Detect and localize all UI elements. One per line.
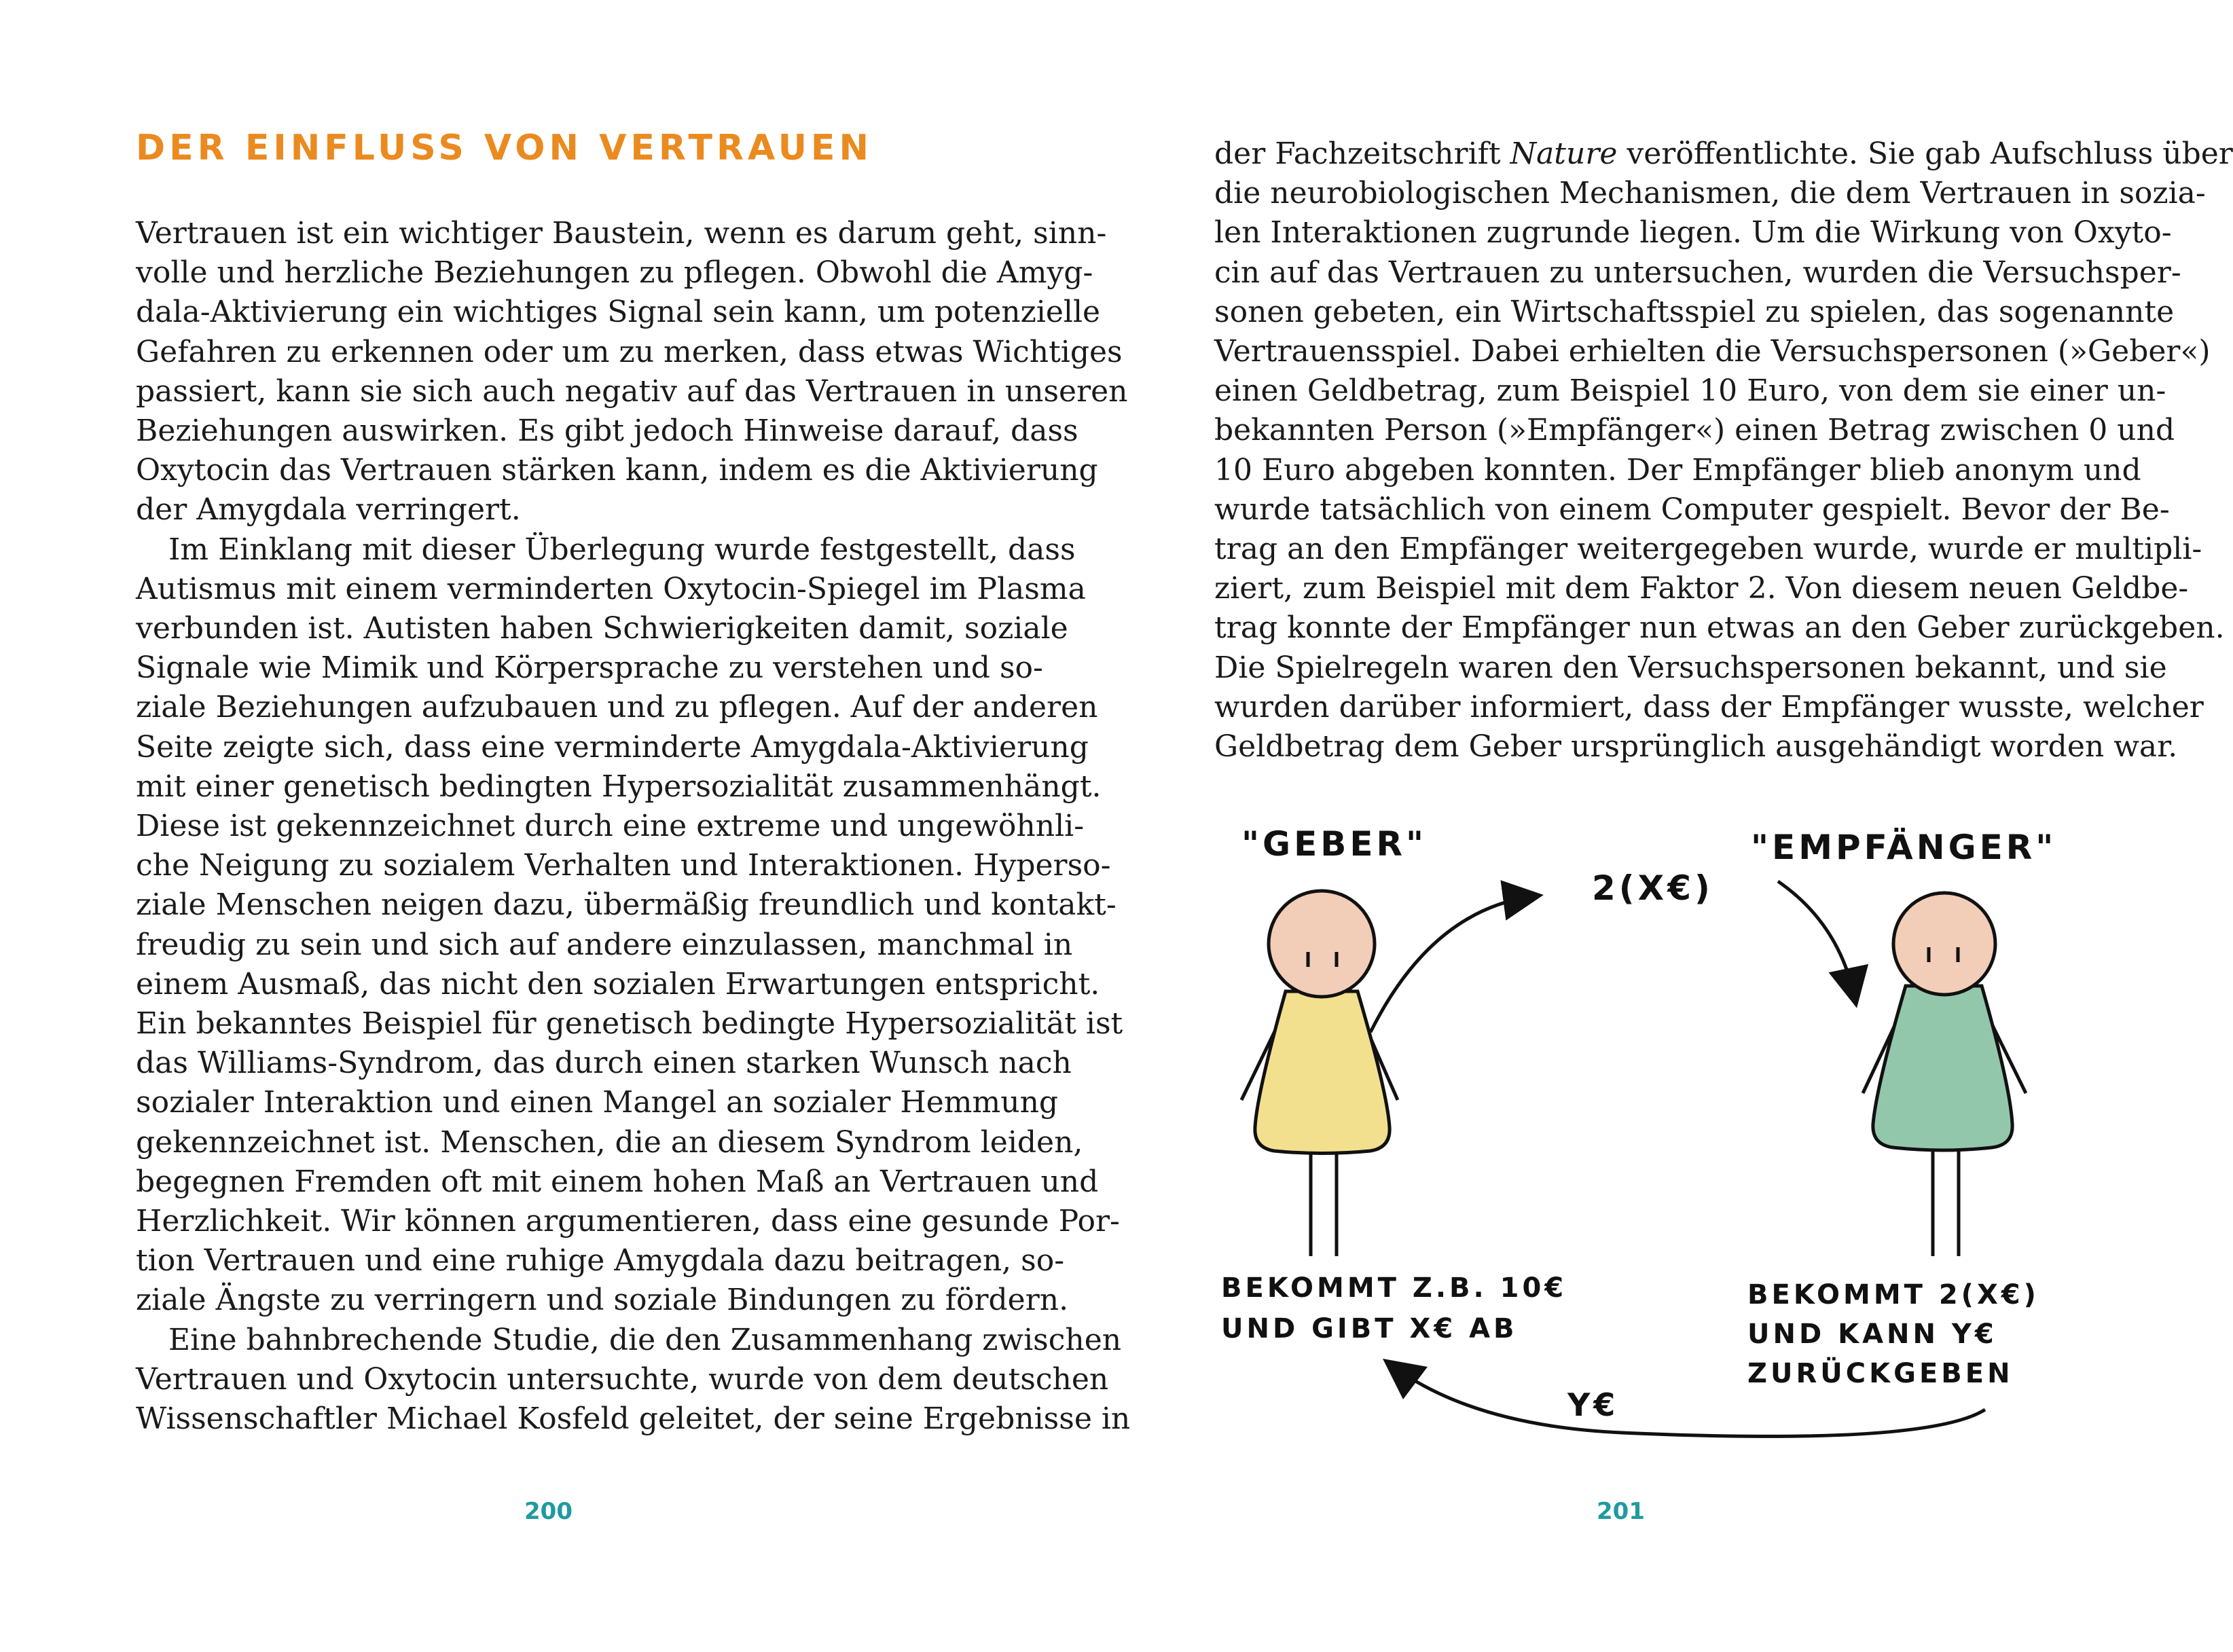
text-line: dala-Aktivierung ein wichtiges Signal sein kann, um potenzielle xyxy=(136,295,1101,330)
text-line: einem Ausmaß, das nicht den sozialen Erwartungen entspricht. xyxy=(136,966,1100,1002)
empfaenger-dress xyxy=(1873,986,2012,1150)
geber-head xyxy=(1269,891,1375,997)
top-arrow-label: 2(X€) xyxy=(1592,868,1713,908)
text-line: cin auf das Vertrauen zu untersuchen, wurden die Versuchsper- xyxy=(1214,255,2181,290)
right-page xyxy=(1083,0,2233,1652)
text-line: Wissenschaftler Michael Kosfeld geleitet, der seine Ergebnisse in xyxy=(136,1401,1131,1437)
text-line: sozialer Interaktion und einen Mangel an sozialer Hemmung xyxy=(136,1085,1059,1120)
trust-game-illustration xyxy=(1214,808,2070,1446)
text-line: Diese ist gekennzeichnet durch eine extreme und ungewöhnli- xyxy=(136,809,1085,844)
text-fragment: der Fachzeitschrift xyxy=(1214,136,1510,171)
empfaenger-caption-line: UND KANN Y€ xyxy=(1747,1319,1997,1350)
text-line xyxy=(1214,134,2233,174)
text-line: gekennzeichnet ist. Menschen, die an diesem Syndrom leiden, xyxy=(136,1124,1083,1160)
text-line: Vertrauensspiel. Dabei erhielten die Versuchspersonen (»Geber«) xyxy=(1214,334,2211,369)
text-line: wurde tatsächlich von einem Computer gespielt. Bevor der Be- xyxy=(1214,492,2170,527)
journal-title: Nature xyxy=(1510,136,1618,171)
geber-caption-line: BEKOMMT Z.B. 10€ xyxy=(1221,1272,1567,1304)
text-line: ziale Menschen neigen dazu, übermäßig freundlich und kontakt- xyxy=(136,887,1116,923)
empfaenger-head xyxy=(1893,893,1995,995)
text-line: Im Einklang mit dieser Überlegung wurde festgestellt, dass xyxy=(168,532,1076,567)
text-line: bekannten Person (»Empfänger«) einen Betrag zwischen 0 und xyxy=(1214,413,2175,448)
text-line: Eine bahnbrechende Studie, die den Zusammenhang zwischen xyxy=(168,1322,1122,1357)
text-line: sonen gebeten, ein Wirtschaftsspiel zu spielen, das sogenannte xyxy=(1214,294,2175,329)
text-line: das Williams-Syndrom, das durch einen starken Wunsch nach xyxy=(136,1046,1072,1081)
text-line: passiert, kann sie sich auch negativ auf das Vertrauen in unseren xyxy=(136,373,1128,409)
text-line: einen Geldbetrag, zum Beispiel 10 Euro, von dem sie einer un- xyxy=(1214,373,2166,409)
text-line: len Interaktionen zugrunde liegen. Um die Wirkung von Oxyto- xyxy=(1214,215,2172,251)
section-heading: DER EINFLUSS VON VERTRAUEN xyxy=(136,128,873,168)
left-body-text xyxy=(136,214,1131,1439)
empfaenger-label: "EMPFÄNGER" xyxy=(1751,828,2057,867)
text-fragment: veröffentlichte. Sie gab Aufschluss über xyxy=(1617,136,2233,171)
text-line: Autismus mit einem verminderten Oxytocin-Spiegel im Plasma xyxy=(136,571,1086,606)
text-line: Ein bekanntes Beispiel für genetisch bedingte Hypersozialität ist xyxy=(136,1006,1123,1042)
text-line: Herzlichkeit. Wir können argumentieren, dass eine gesunde Por- xyxy=(136,1204,1120,1239)
text-line: volle und herzliche Beziehungen zu pflegen. Obwohl die Amyg- xyxy=(136,255,1093,291)
text-line: ziale Ängste zu verringern und soziale Bindungen zu fördern. xyxy=(136,1283,1069,1318)
text-line: verbunden ist. Autisten haben Schwierigkeiten damit, soziale xyxy=(136,611,1068,646)
geber-label: "GEBER" xyxy=(1241,824,1428,864)
text-line: Seite zeigte sich, dass eine verminderte Amygdala-Aktivierung xyxy=(136,729,1089,765)
page-number: 201 xyxy=(1597,1498,1645,1525)
empfaenger-figure xyxy=(1863,893,2026,1256)
text-line: ziert, zum Beispiel mit dem Faktor 2. Von diesem neuen Geldbe- xyxy=(1214,571,2189,606)
text-line: trag konnte der Empfänger nun etwas an den Geber zurückgeben. xyxy=(1214,610,2225,646)
text-line: Beziehungen auswirken. Es gibt jedoch Hinweise darauf, dass xyxy=(136,414,1078,449)
text-line: Vertrauen ist ein wichtiger Baustein, wenn es darum geht, sinn- xyxy=(136,216,1107,251)
empfaenger-caption-line: ZURÜCKGEBEN xyxy=(1747,1358,2014,1389)
geber-dress xyxy=(1255,991,1390,1154)
text-line: wurden darüber informiert, dass der Empfänger wusste, welcher xyxy=(1214,689,2204,724)
right-body-text xyxy=(1214,134,2233,767)
text-line: die neurobiologischen Mechanismen, die dem Vertrauen in sozia- xyxy=(1214,176,2206,211)
geber-caption-line: UND GIBT X€ AB xyxy=(1221,1313,1518,1344)
text-line: Vertrauen und Oxytocin untersuchte, wurde von dem deutschen xyxy=(136,1361,1109,1397)
arrow-down-to-empfaenger xyxy=(1778,881,1855,998)
text-line: Die Spielregeln waren den Versuchspersonen bekannt, und sie xyxy=(1214,650,2167,685)
text-line: che Neigung zu sozialem Verhalten und Interaktionen. Hyperso- xyxy=(136,848,1111,883)
text-line: ziale Beziehungen aufzubauen und zu pflegen. Auf der anderen xyxy=(136,690,1098,725)
text-line: begegnen Fremden oft mit einem hohen Maß an Vertrauen und xyxy=(136,1164,1099,1199)
text-line: mit einer genetisch bedingten Hypersozialität zusammenhängt. xyxy=(136,769,1102,804)
empfaenger-caption-line: BEKOMMT 2(X€) xyxy=(1747,1279,2039,1310)
geber-figure xyxy=(1241,891,1398,1256)
text-line: freudig zu sein und sich auf andere einzulassen, manchmal in xyxy=(136,927,1073,962)
text-line: tion Vertrauen und eine ruhige Amygdala dazu beitragen, so- xyxy=(136,1243,1065,1279)
text-line: trag an den Empfänger weitergegeben wurde, wurde er multipli- xyxy=(1214,532,2202,567)
text-line: der Amygdala verringert. xyxy=(136,492,521,528)
arrow-to-empfaenger xyxy=(1370,896,1533,1032)
text-line: Gefahren zu erkennen oder um zu merken, dass etwas Wichtiges xyxy=(136,334,1123,369)
text-line: Signale wie Mimik und Körpersprache zu verstehen und so- xyxy=(136,650,1043,686)
text-line: 10 Euro abgeben konnten. Der Empfänger blieb anonym und xyxy=(1214,452,2141,488)
bottom-arrow-label: Y€ xyxy=(1567,1387,1619,1423)
page-number: 200 xyxy=(524,1498,573,1525)
text-line: Geldbetrag dem Geber ursprünglich ausgehändigt worden war. xyxy=(1214,729,2178,765)
text-line: Oxytocin das Vertrauen stärken kann, indem es die Aktivierung xyxy=(136,453,1098,488)
